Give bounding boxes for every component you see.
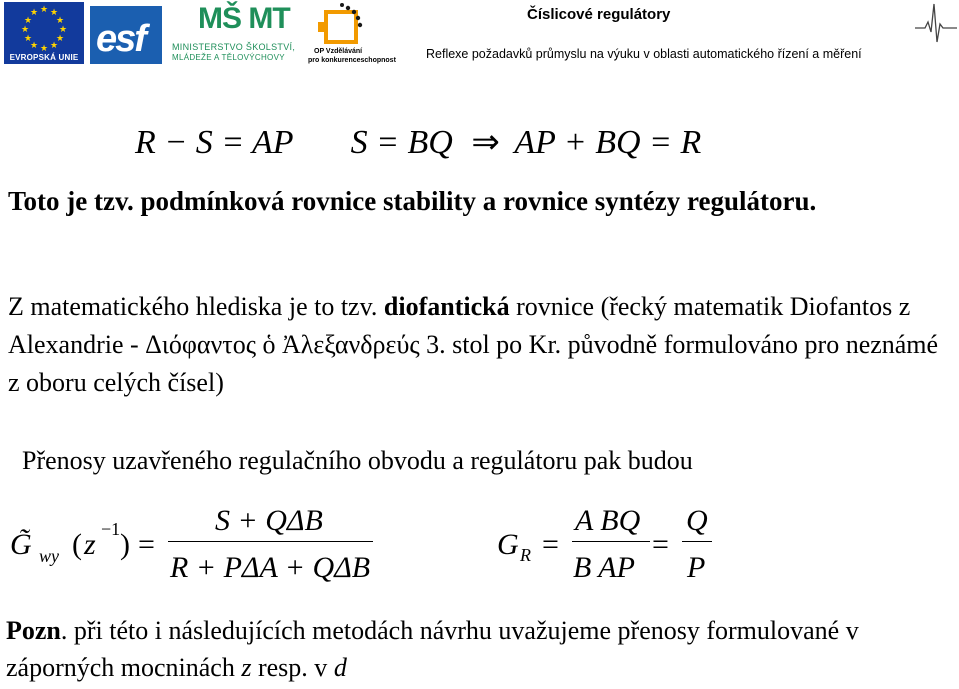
fraction-bar (168, 541, 373, 542)
star-icon: ★ (56, 16, 65, 26)
note-paragraph (6, 612, 951, 686)
note-label: Pozn (6, 616, 61, 645)
equation-part3: AP + BQ = R (514, 124, 702, 161)
lhs-paren-open: ( (72, 528, 82, 561)
header-title: Číslicové regulátory (527, 6, 671, 23)
eu-flag-logo (4, 2, 84, 64)
transfer-intro: Přenosy uzavřeného regulačního obvodu a regulátoru pak budou (22, 446, 693, 475)
lhs-equals: = (138, 528, 155, 561)
note-text-before: . při této i následujících metodách návrhu uvažujeme přenosy formulované v záporných mocninách (6, 616, 859, 682)
closed-loop-lhs-sub: wy (39, 546, 59, 566)
msmt-line1: MINISTERSTVO ŠKOLSTVÍ, (172, 42, 296, 52)
diophantine-paragraph (8, 288, 948, 402)
fraction-bar (572, 541, 650, 542)
controller-eq1: = (542, 528, 559, 561)
controller-lhs-sub: R (520, 545, 531, 565)
implies-symbol: ⇒ (471, 124, 500, 161)
note-text-mid: resp. v (251, 653, 334, 682)
controller-num1: A BQ (575, 504, 641, 537)
header-subtitle: Reflexe požadavků průmyslu na výuku v oblasti automatického řízení a měření (426, 47, 862, 61)
note-d: d (333, 653, 347, 682)
controller-lhs-G: G (497, 528, 519, 561)
closed-loop-denominator: R + PΔA + QΔB (170, 551, 371, 584)
opvk-logo (308, 2, 396, 66)
star-icon: ★ (21, 25, 30, 35)
controller-num2: Q (686, 504, 708, 537)
diophantine-term: diofantická (383, 292, 510, 321)
star-icon: ★ (50, 41, 59, 51)
fraction-bar (682, 541, 712, 542)
opvk-line1: OP Vzdělávání (314, 48, 363, 55)
star-icon: ★ (30, 41, 39, 51)
msmt-line2: MLÁDEŽE A TĚLOVÝCHOVY (172, 53, 285, 62)
star-icon: ★ (24, 16, 33, 26)
equation-part1: R − S = AP (135, 124, 294, 161)
lhs-paren-close: ) (120, 528, 130, 561)
pulse-signal-icon (915, 2, 957, 44)
esf-logo (90, 6, 162, 64)
esf-logo-text: esf (96, 18, 145, 60)
lhs-arg-exp: −1 (101, 519, 121, 539)
eu-label: EVROPSKÁ UNIE (9, 53, 79, 62)
opvk-emblem-icon (308, 2, 384, 48)
star-icon: ★ (30, 8, 39, 18)
controller-den2: P (687, 551, 706, 584)
paragraph-after: rovnice (řecký matematik Diofantos z Alexandrie - Διόφαντος ὁ Ἀλεξανδρεύς 3. stol po Kr. původně formulováno pro neznámé z oboru celých čísel) (8, 292, 939, 397)
controller-eq2: = (652, 528, 669, 561)
star-icon: ★ (40, 44, 49, 54)
star-icon: ★ (24, 34, 33, 44)
closed-loop-numerator: S + QΔB (215, 504, 323, 537)
msmt-logo (168, 2, 298, 66)
stability-statement: Toto je tzv. podmínková rovnice stability a rovnice syntézy regulátoru. (8, 186, 817, 216)
msmt-logo-text: MŠ MT (198, 2, 290, 35)
paragraph-before: Z matematického hlediska je to tzv. (8, 292, 384, 321)
closed-loop-lhs-G: G̃ (10, 528, 32, 561)
note-z: z (241, 653, 252, 682)
lhs-arg-z: z (84, 528, 96, 561)
star-icon: ★ (59, 25, 68, 35)
opvk-line2: pro konkurenceschopnost (308, 57, 396, 64)
equation-part2: S = BQ (350, 124, 453, 161)
diophantine-equation (135, 122, 701, 162)
controller-den1: B AP (573, 551, 635, 584)
star-icon: ★ (56, 34, 65, 44)
star-icon: ★ (50, 8, 59, 18)
star-icon: ★ (40, 5, 49, 15)
